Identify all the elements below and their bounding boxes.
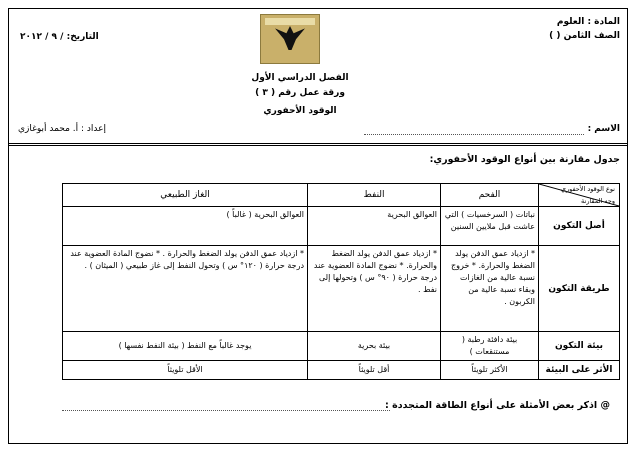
topic-title: الوقود الأحفوري	[263, 106, 337, 116]
semester-title: الفصل الدراسي الأول	[251, 73, 349, 83]
corner-top-label: نوع الوقود الأحفوري	[560, 185, 615, 193]
cell-environment-oil: بيئة بحرية	[308, 332, 441, 361]
answer-line[interactable]	[62, 410, 390, 411]
row-label-impact: الأثر على البيئة	[539, 361, 620, 380]
cell-origin-oil: العوالق البحرية	[308, 207, 441, 246]
comparison-table	[62, 183, 620, 380]
table-row	[63, 246, 620, 332]
grade-label: الصف الثامن ( )	[549, 31, 620, 41]
cell-impact-gas: الأقل تلويثاً	[63, 361, 308, 380]
table-title: جدول مقارنة بين أنواع الوقود الأحفوري:	[429, 154, 620, 165]
cell-origin-gas: العوالق البحرية ( غالباً )	[63, 207, 308, 246]
cell-formation-oil: * ازدياد عمق الدفن يولد الضغط والحرارة. * نضوج المادة العضوية عند درجة حرارة ( ٩٠° س ) وتحولها إلى نفط .	[308, 246, 441, 332]
column-header-oil: النفط	[308, 184, 441, 207]
cell-impact-coal: الأكثر تلويثاً	[441, 361, 539, 380]
student-name-field[interactable]	[364, 134, 584, 135]
corner-bottom-label: وجه المقارنة	[581, 197, 615, 205]
row-label-environment: بيئة التكون	[539, 332, 620, 361]
cell-environment-gas: يوجد غالباً مع النفط ( بيئة النفط نفسها )	[63, 332, 308, 361]
worksheet-title: ورقة عمل رقم ( ٣ )	[255, 88, 345, 98]
row-label-origin: أصل التكون	[539, 207, 620, 246]
cell-formation-coal: * ازدياد عمق الدفن يولد الضغط والحرارة. * خروج نسبة عالية من الغازات وبقاء نسبة عالية من الكربون .	[441, 246, 539, 332]
row-label-formation: طريقة التكون	[539, 246, 620, 332]
column-header-gas: الغاز الطبيعي	[63, 184, 308, 207]
student-name-label: الاسم :	[587, 124, 620, 134]
cell-formation-gas: * ازدياد عمق الدفن يولد الضغط والحرارة . * نضوج المادة العضوية عند درجة حرارة ( ١٢٠° س ) وتحول النفط إلى غاز طبيعي ( الميثان ) .	[63, 246, 308, 332]
table-row	[63, 332, 620, 361]
header-divider	[8, 143, 628, 144]
logo-banner	[265, 18, 315, 25]
table-row	[63, 361, 620, 380]
eagle-icon	[275, 26, 305, 50]
cell-impact-oil: أقل تلويثاً	[308, 361, 441, 380]
prepared-by: إعداد : أ. محمد أبوغازي	[18, 124, 106, 134]
renewable-question: @ اذكر بعض الأمثلة على أنواع الطاقة المتجددة :	[385, 400, 610, 411]
table-row	[63, 207, 620, 246]
corner-cell	[539, 184, 620, 207]
subject-label: المادة : العلوم	[556, 17, 620, 27]
cell-environment-coal: بيئة دافئة رطبة ( مستنقعات )	[441, 332, 539, 361]
table-header-row	[63, 184, 620, 207]
header-divider-2	[8, 145, 628, 146]
date-label: التاريخ: / ٩ / ٢٠١٢	[20, 32, 99, 42]
cell-origin-coal: نباتات ( السرخسيات ) التي عاشت قبل ملايين السنين	[441, 207, 539, 246]
school-logo	[260, 14, 320, 64]
column-header-coal: الفحم	[441, 184, 539, 207]
